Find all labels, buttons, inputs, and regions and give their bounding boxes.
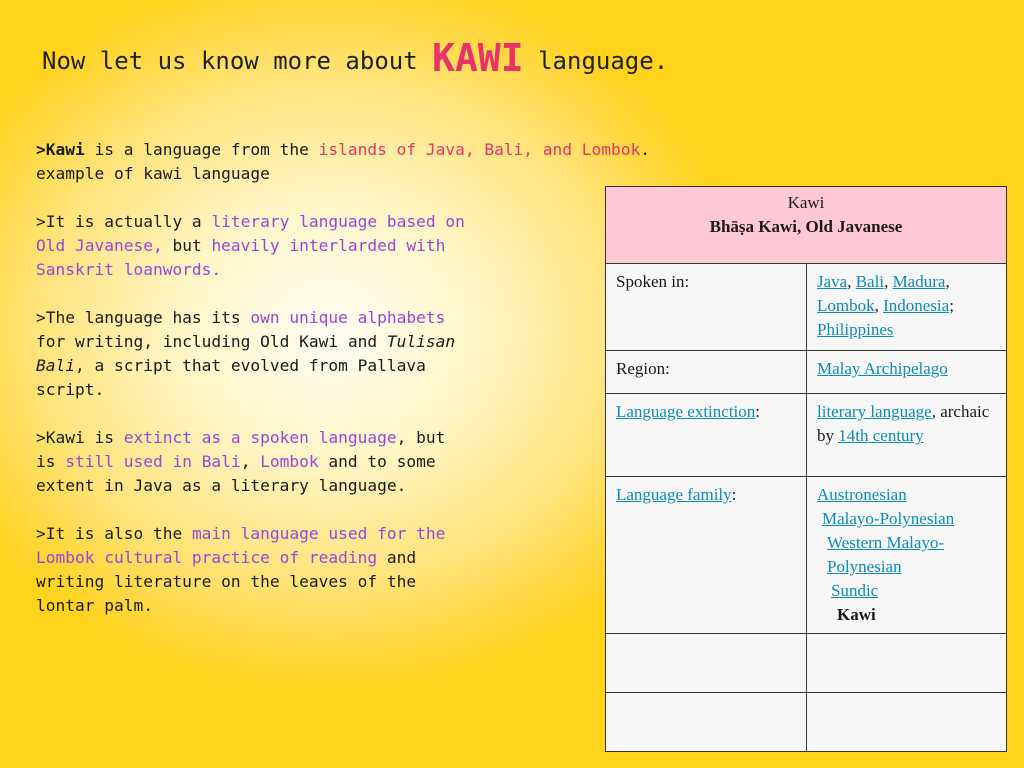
family-kawi: Kawi: [837, 605, 876, 624]
infobox-header: [606, 187, 1007, 264]
p2-c: Old Javanese,: [36, 236, 163, 255]
link-malay-archipelago[interactable]: Malay Archipelago: [817, 359, 948, 378]
link-language-family[interactable]: Language family: [616, 485, 732, 504]
value-language-family: [807, 477, 1007, 634]
colon: :: [731, 485, 737, 504]
link-language-extinction[interactable]: Language extinction: [616, 402, 756, 421]
link-western-malayo-polynesian[interactable]: Western Malayo-Polynesian: [827, 533, 945, 576]
link-philippines[interactable]: Philippines: [817, 320, 894, 339]
infobox-table: [605, 186, 1007, 752]
row-extinction: [606, 394, 1007, 477]
link-java[interactable]: Java: [817, 272, 848, 291]
infobox-subtitle: Bhāṣa Kawi, Old Javanese: [709, 217, 903, 236]
p2-a: >It is actually a: [36, 212, 212, 231]
empty-cell: [606, 693, 807, 752]
p2-d: but: [162, 236, 212, 255]
title-keyword: KAWI: [432, 36, 524, 80]
link-austronesian[interactable]: Austronesian: [817, 485, 907, 504]
infobox-header-row: [606, 187, 1007, 264]
empty-cell: [807, 693, 1007, 752]
key-spoken-in: Spoken in:: [606, 264, 807, 351]
p4-f: ,: [240, 452, 261, 471]
value-spoken-in: [807, 264, 1007, 351]
link-sundic[interactable]: Sundic: [831, 581, 879, 600]
link-madura[interactable]: Madura: [892, 272, 946, 291]
sep: ,: [874, 296, 879, 315]
p5-f: lontar palm.: [36, 596, 153, 615]
paragraph-5: [36, 522, 576, 618]
p5-b: main language used for the: [191, 524, 446, 543]
p2-e: heavily interlarded with: [211, 236, 446, 255]
p1-c: islands of Java, Bali, and Lombok: [318, 140, 641, 159]
link-lombok[interactable]: Lombok: [817, 296, 875, 315]
p5-c: Lombok cultural practice of reading: [36, 548, 378, 567]
title-suffix: language.: [538, 47, 669, 75]
p3-e: Bali: [36, 356, 75, 375]
link-bali[interactable]: Bali: [855, 272, 885, 291]
value-region: [807, 351, 1007, 394]
key-region: Region:: [606, 351, 807, 394]
key-extinction: [606, 394, 807, 477]
p1-b: is a language from the: [84, 140, 319, 159]
row-region: [606, 351, 1007, 394]
p3-c: for writing, including Old Kawi and: [36, 332, 387, 351]
link-malayo-polynesian[interactable]: Malayo-Polynesian: [822, 509, 955, 528]
row-empty-1: [606, 634, 1007, 693]
paragraph-3: [36, 306, 576, 402]
sep: ,: [945, 272, 950, 291]
p4-a: >Kawi is: [36, 428, 124, 447]
sep: ,: [847, 272, 852, 291]
row-spoken-in: [606, 264, 1007, 351]
p4-g: Lombok: [260, 452, 319, 471]
p1-e: example of kawi language: [36, 164, 270, 183]
p2-f: Sanskrit loanwords.: [36, 260, 222, 279]
p4-b: extinct as a spoken language: [123, 428, 397, 447]
p3-g: script.: [36, 380, 105, 399]
colon: :: [755, 402, 760, 421]
empty-cell: [606, 634, 807, 693]
row-empty-2: [606, 693, 1007, 752]
p4-d: is: [36, 452, 66, 471]
link-14th-century[interactable]: 14th century: [838, 426, 924, 445]
p4-i: extent in Java as a literary language.: [36, 476, 407, 495]
p3-f: , a script that evolved from Pallava: [74, 356, 426, 375]
p5-a: >It is also the: [36, 524, 192, 543]
p3-d: Tulisan: [386, 332, 456, 351]
infobox-title: Kawi: [787, 193, 825, 212]
sep: ;: [949, 296, 954, 315]
p4-e: still used in Bali: [65, 452, 241, 471]
paragraph-4: [36, 426, 576, 498]
p2-b: literary language based on: [211, 212, 465, 231]
p1-a: >Kawi: [36, 140, 85, 159]
title-prefix: Now let us know more about: [42, 47, 418, 75]
p3-a: >The language has its: [36, 308, 251, 327]
p1-d: .: [640, 140, 650, 159]
p5-e: writing literature on the leaves of the: [36, 572, 417, 591]
p4-c: , but: [396, 428, 446, 447]
link-literary-language[interactable]: literary language: [817, 402, 932, 421]
value-extinction: [807, 394, 1007, 477]
p3-b: own unique alphabets: [250, 308, 446, 327]
extinction-text: , archaic by: [817, 402, 990, 445]
link-indonesia[interactable]: Indonesia: [883, 296, 950, 315]
key-language-family: [606, 477, 807, 634]
paragraph-2: [36, 210, 576, 282]
empty-cell: [807, 634, 1007, 693]
paragraph-1: [36, 138, 650, 186]
sep: ,: [884, 272, 889, 291]
slide-title: [42, 36, 668, 80]
p4-h: and to some: [318, 452, 436, 471]
p5-d: and: [377, 548, 417, 567]
row-language-family: [606, 477, 1007, 634]
